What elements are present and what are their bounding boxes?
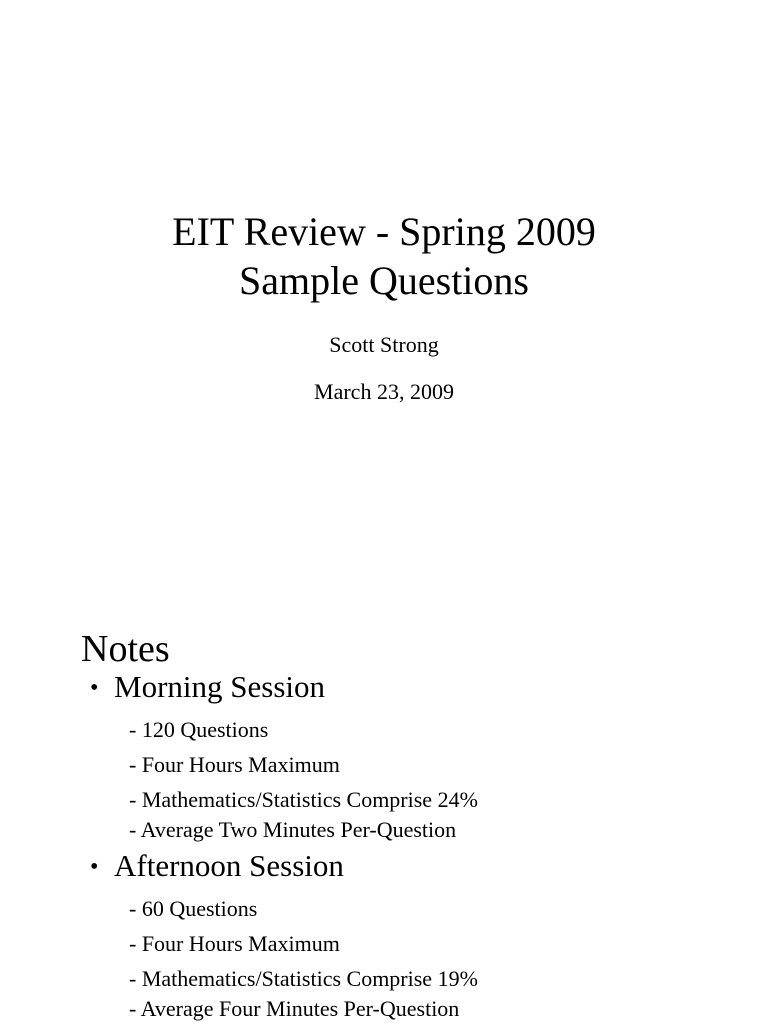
author-name: Scott Strong (329, 332, 439, 357)
list-item: - Four Hours Maximum (129, 752, 340, 777)
session-label: Morning Session (114, 669, 325, 704)
notes-heading: Notes (81, 628, 170, 670)
list-item: - Mathematics/Statistics Comprise 19% (129, 966, 478, 991)
bullet-icon: • (90, 675, 99, 701)
title-line-2: Sample Questions (239, 258, 529, 303)
session-label: Afternoon Session (114, 848, 344, 883)
document-date: March 23, 2009 (314, 379, 454, 404)
session-heading-afternoon (90, 847, 344, 886)
list-item: - 120 Questions (129, 717, 269, 742)
bullet-icon: • (90, 854, 99, 880)
list-item: - Average Four Minutes Per-Question (129, 996, 460, 1021)
document-title (0, 207, 768, 305)
session-heading-morning (90, 668, 325, 707)
list-item: - Mathematics/Statistics Comprise 24% (129, 787, 478, 812)
list-item: - Average Two Minutes Per-Question (129, 817, 457, 842)
title-line-1: EIT Review - Spring 2009 (172, 209, 596, 254)
list-item: - 60 Questions (129, 896, 258, 921)
list-item: - Four Hours Maximum (129, 931, 340, 956)
